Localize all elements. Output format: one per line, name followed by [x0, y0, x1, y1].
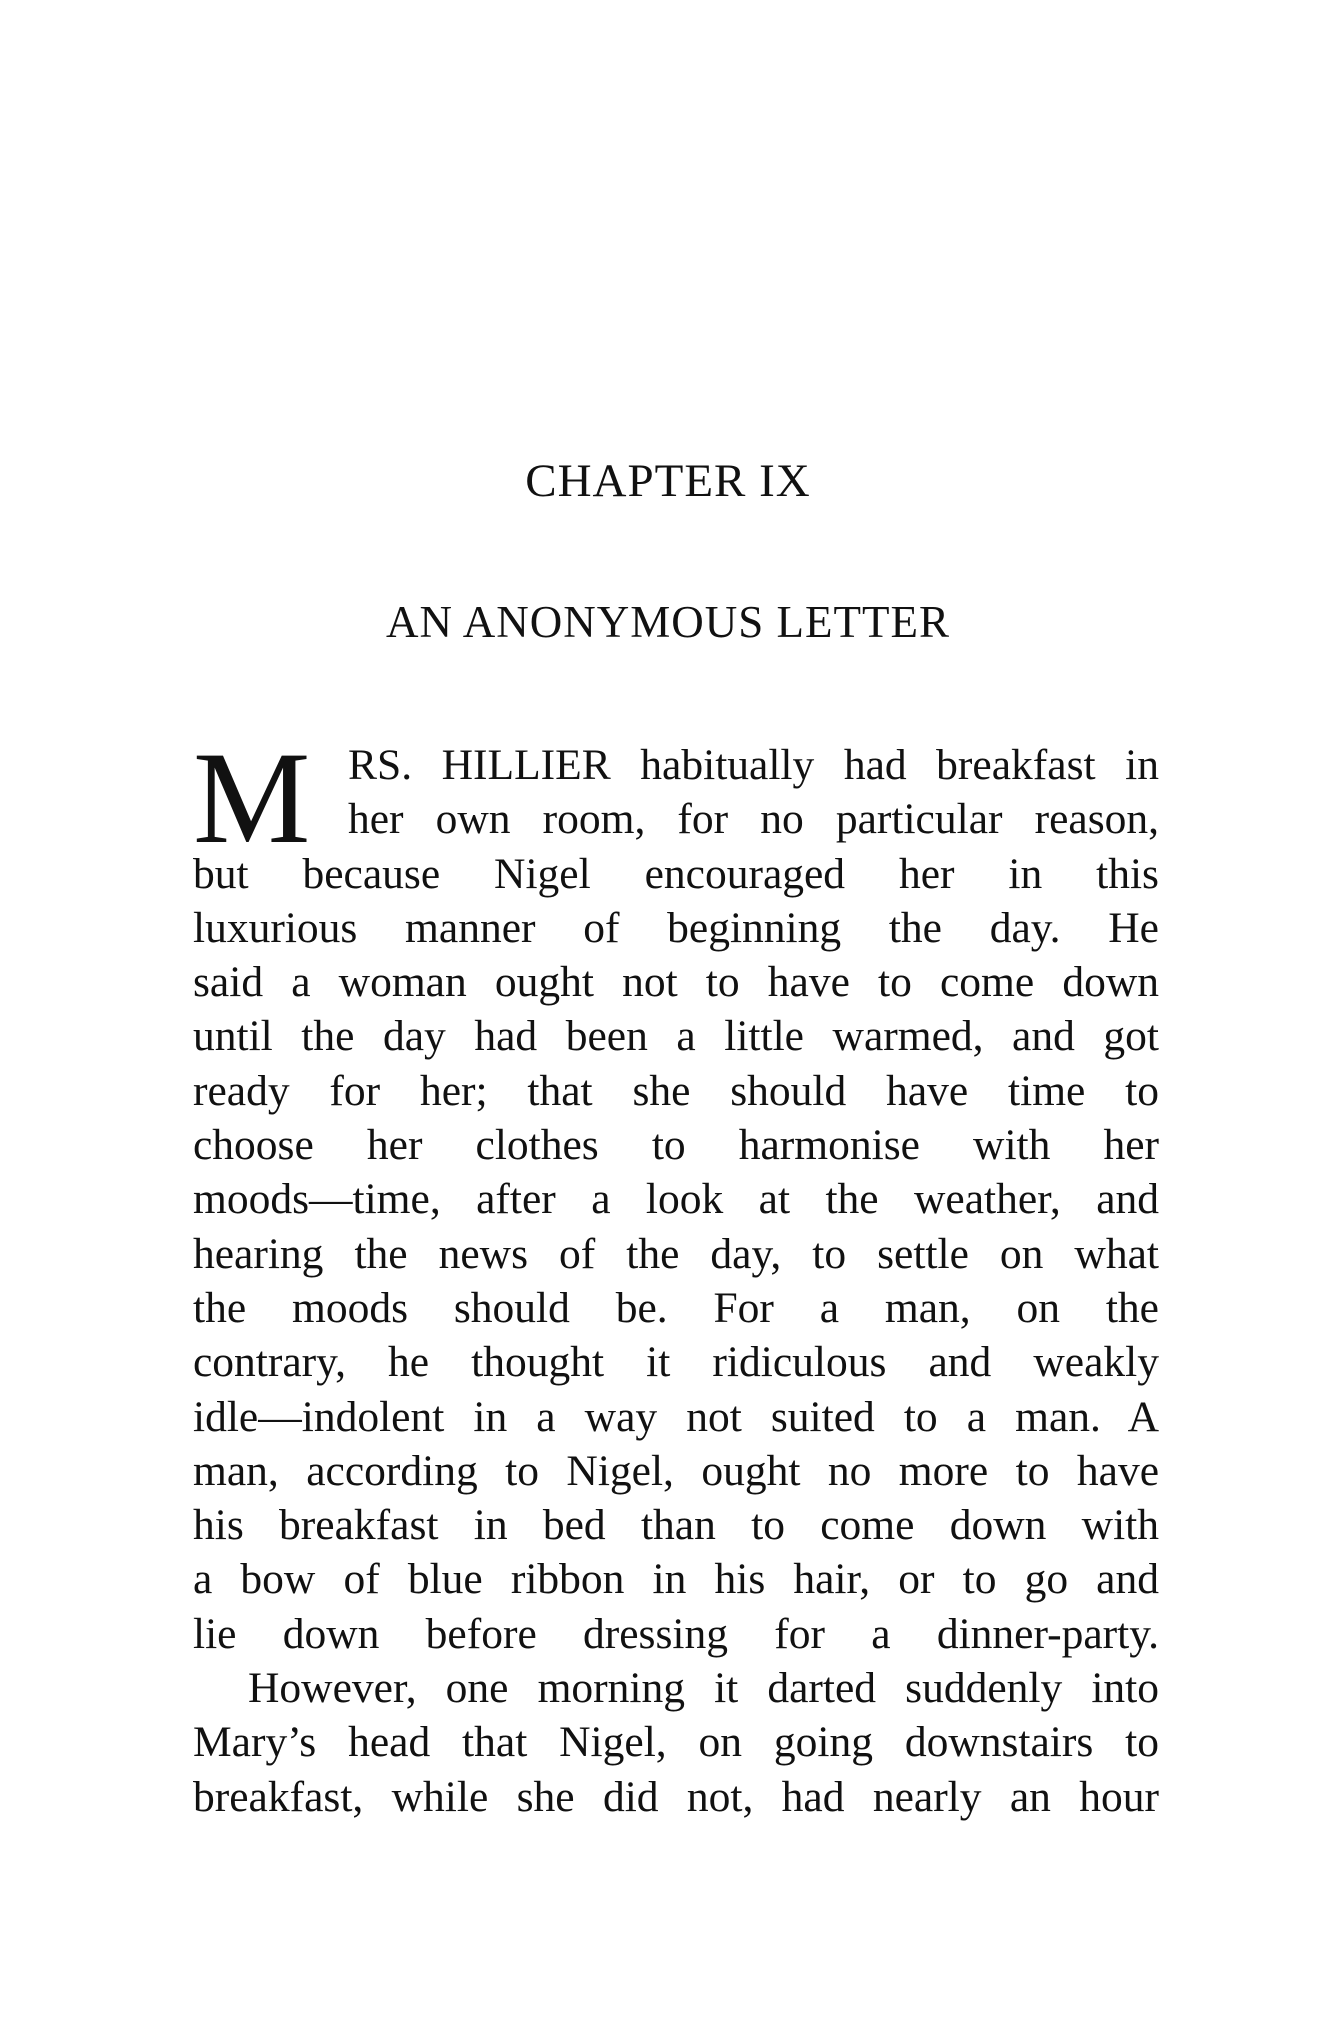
chapter-title: AN ANONYMOUS LETTER	[386, 597, 950, 647]
chapter-number: CHAPTER IX	[525, 455, 811, 507]
body-line: luxurious manner of beginning the day. He	[193, 903, 1159, 952]
body-line: a bow of blue ribbon in his hair, or to go and	[193, 1555, 1159, 1604]
body-line: breakfast, while she did not, had nearly an hour	[193, 1772, 1159, 1821]
body-line: until the day had been a little warmed, and got	[193, 1012, 1159, 1061]
body-line: but because Nigel encouraged her in this	[193, 849, 1159, 898]
body-line: RS. HILLIER habitually had breakfast in	[348, 741, 1159, 789]
body-line: contrary, he thought it ridiculous and weakly	[193, 1338, 1159, 1387]
body-line: ready for her; that she should have time to	[193, 1066, 1159, 1115]
body-line: choose her clothes to harmonise with her	[193, 1121, 1159, 1170]
body-line: said a woman ought not to have to come down	[193, 958, 1159, 1007]
body-line: Mary’s head that Nigel, on going downstairs to	[193, 1718, 1159, 1767]
chapter-body	[193, 724, 1159, 1824]
drop-cap: M	[193, 724, 311, 871]
body-line: the moods should be. For a man, on the	[193, 1283, 1159, 1332]
body-line: his breakfast in bed than to come down with	[193, 1501, 1159, 1550]
body-line: However, one morning it darted suddenly into	[248, 1664, 1159, 1713]
body-line: idle—indolent in a way not suited to a man. A	[193, 1392, 1159, 1441]
body-line: her own room, for no particular reason,	[348, 795, 1159, 844]
body-line: man, according to Nigel, ought no more to have	[193, 1446, 1159, 1495]
body-line: hearing the news of the day, to settle on what	[193, 1229, 1159, 1278]
body-line: moods—time, after a look at the weather, and	[193, 1175, 1159, 1224]
body-line: lie down before dressing for a dinner-party.	[193, 1609, 1159, 1658]
